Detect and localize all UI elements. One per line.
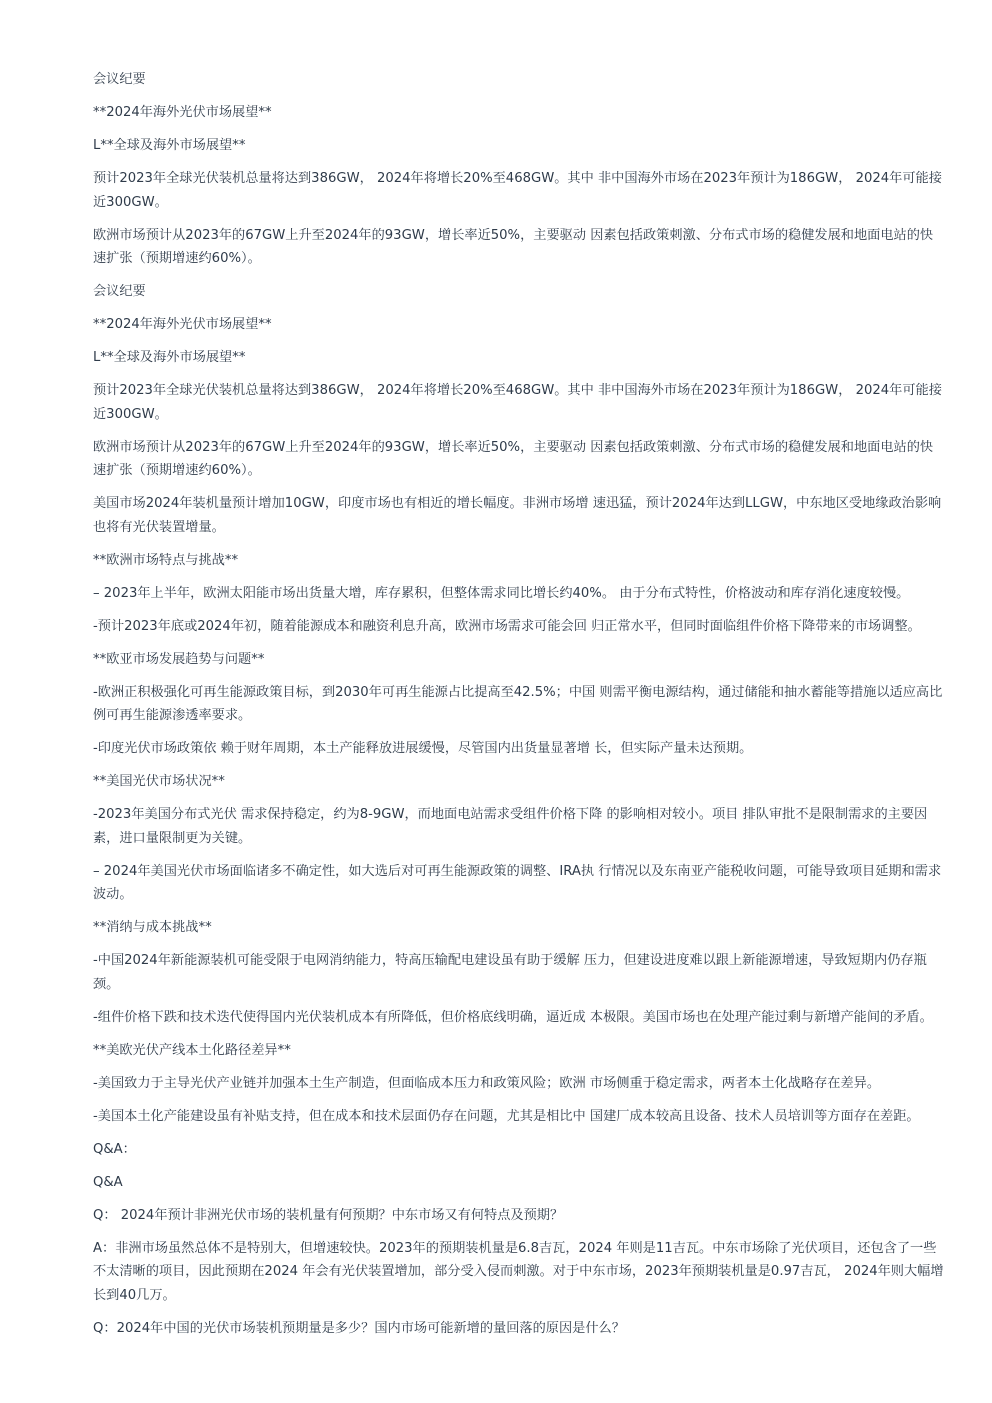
heading-meeting-minutes: 会议纪要 [93, 72, 146, 87]
answer-africa-middle-east: A：非洲市场虽然总体不是特别大，但增速较快。2023年的预期装机量是6.8吉瓦，2024 年则是11吉瓦。中东市场除了光伏项目，还包含了一些不太清晰的项目，因此预期在2024 年会有光伏装置增加，部分受入侵而刺激。对于中东市场，2023年预期装机量是0.97吉瓦， 2024年则大幅增长到40几万。 [93, 1240, 944, 1303]
paragraph-global-forecast-repeat: 预计2023年全球光伏装机总量将达到386GW， 2024年将增长20%至468GW。其中 非中国海外市场在2023年预计为186GW， 2024年可能接近300GW。 [93, 383, 942, 422]
document-body [93, 68, 945, 1350]
question-china-2024: Q：2024年中国的光伏市场装机预期量是多少？国内市场可能新增的量回落的原因是什么？ [93, 1320, 625, 1336]
paragraph-europe-forecast: 欧洲市场预计从2023年的67GW上升至2024年的93GW，增长率近50%，主要驱动 因素包括政策刺激、分布式市场的稳健发展和地面电站的快速扩张（预期增速约60%）。 [93, 227, 934, 266]
paragraph-europe-h1: – 2023年上半年，欧洲太阳能市场出货量大增，库存累积，但整体需求同比增长约40%。 由于分布式特性，价格波动和库存消化速度较慢。 [93, 585, 910, 601]
heading-localization: **美欧光伏产线本土化路径差异** [93, 1042, 291, 1058]
paragraph-us-eu-strategy: -美国致力于主导光伏产业链并加强本土生产制造，但面临成本压力和政策风险；欧洲 市场侧重于稳定需求，两者本土化战略存在差异。 [93, 1075, 881, 1091]
heading-consumption-cost: **消纳与成本挑战** [93, 920, 212, 935]
paragraph-us-india-africa: 美国市场2024年装机量预计增加10GW，印度市场也有相近的增长幅度。非洲市场增 速迅猛，预计2024年达到LLGW，中东地区受地缘政治影响也将有光伏装置增量。 [93, 496, 942, 535]
heading-us-status: **美国光伏市场状况** [93, 774, 225, 789]
heading-outlook-2024-repeat: **2024年海外光伏市场展望** [93, 317, 272, 332]
heading-global-outlook: L**全球及海外市场展望** [93, 138, 246, 153]
heading-qa-colon: Q&A： [93, 1141, 136, 1157]
paragraph-us-localization: -美国本土化产能建设虽有补贴支持，但在成本和技术层面仍存在问题，尤其是相比中 国建厂成本较高且设备、技术人员培训等方面存在差距。 [93, 1108, 920, 1124]
heading-global-outlook-repeat: L**全球及海外市场展望** [93, 350, 246, 365]
paragraph-us-2023: -2023年美国分布式光伏 需求保持稳定，约为8-9GW，而地面电站需求受组件价格下降 的影响相对较小。项目 排队审批不是限制需求的主要因素，进口量限制更为关键。 [93, 807, 928, 846]
paragraph-europe-forecast-repeat: 欧洲市场预计从2023年的67GW上升至2024年的93GW，增长率近50%，主要驱动 因素包括政策刺激、分布式市场的稳健发展和地面电站的快速扩张（预期增速约60%）。 [93, 439, 934, 478]
heading-meeting-minutes-repeat: 会议纪要 [93, 284, 146, 299]
heading-eurasia-trends: **欧亚市场发展趋势与问题** [93, 651, 265, 667]
heading-outlook-2024: **2024年海外光伏市场展望** [93, 105, 272, 120]
paragraph-module-price: -组件价格下跌和技术迭代使得国内光伏装机成本有所降低，但价格底线明确，逼近成 本极限。美国市场也在处理产能过剩与新增产能间的矛盾。 [93, 1009, 933, 1025]
paragraph-europe-demand: -预计2023年底或2024年初，随着能源成本和融资利息升高，欧洲市场需求可能会回 归正常水平，但同时面临组件价格下降带来的市场调整。 [93, 618, 921, 634]
paragraph-us-2024: – 2024年美国光伏市场面临诸多不确定性，如大选后对可再生能源政策的调整、IRA执 行情况以及东南亚产能税收问题，可能导致项目延期和需求波动。 [93, 863, 942, 902]
heading-europe-challenges: **欧洲市场特点与挑战** [93, 552, 239, 568]
paragraph-india-policy: -印度光伏市场政策依 赖于财年周期，本土产能释放进展缓慢，尽管国内出货量显著增 长，但实际产量未达预期。 [93, 741, 753, 756]
heading-qa: Q&A [93, 1174, 123, 1190]
paragraph-europe-policy: -欧洲正积极强化可再生能源政策目标，到2030年可再生能源占比提高至42.5%；中国 则需平衡电源结构，通过储能和抽水蓄能等措施以适应高比例可再生能源渗透率要求。 [93, 684, 943, 723]
paragraph-global-forecast: 预计2023年全球光伏装机总量将达到386GW， 2024年将增长20%至468GW。其中 非中国海外市场在2023年预计为186GW， 2024年可能接近300GW。 [93, 171, 942, 210]
paragraph-china-grid: -中国2024年新能源装机可能受限于电网消纳能力，特高压输配电建设虽有助于缓解 压力，但建设进度难以跟上新能源增速，导致短期内仍存瓶颈。 [93, 953, 927, 992]
question-africa-middle-east: Q： 2024年预计非洲光伏市场的装机量有何预期？中东市场又有何特点及预期？ [93, 1207, 564, 1223]
